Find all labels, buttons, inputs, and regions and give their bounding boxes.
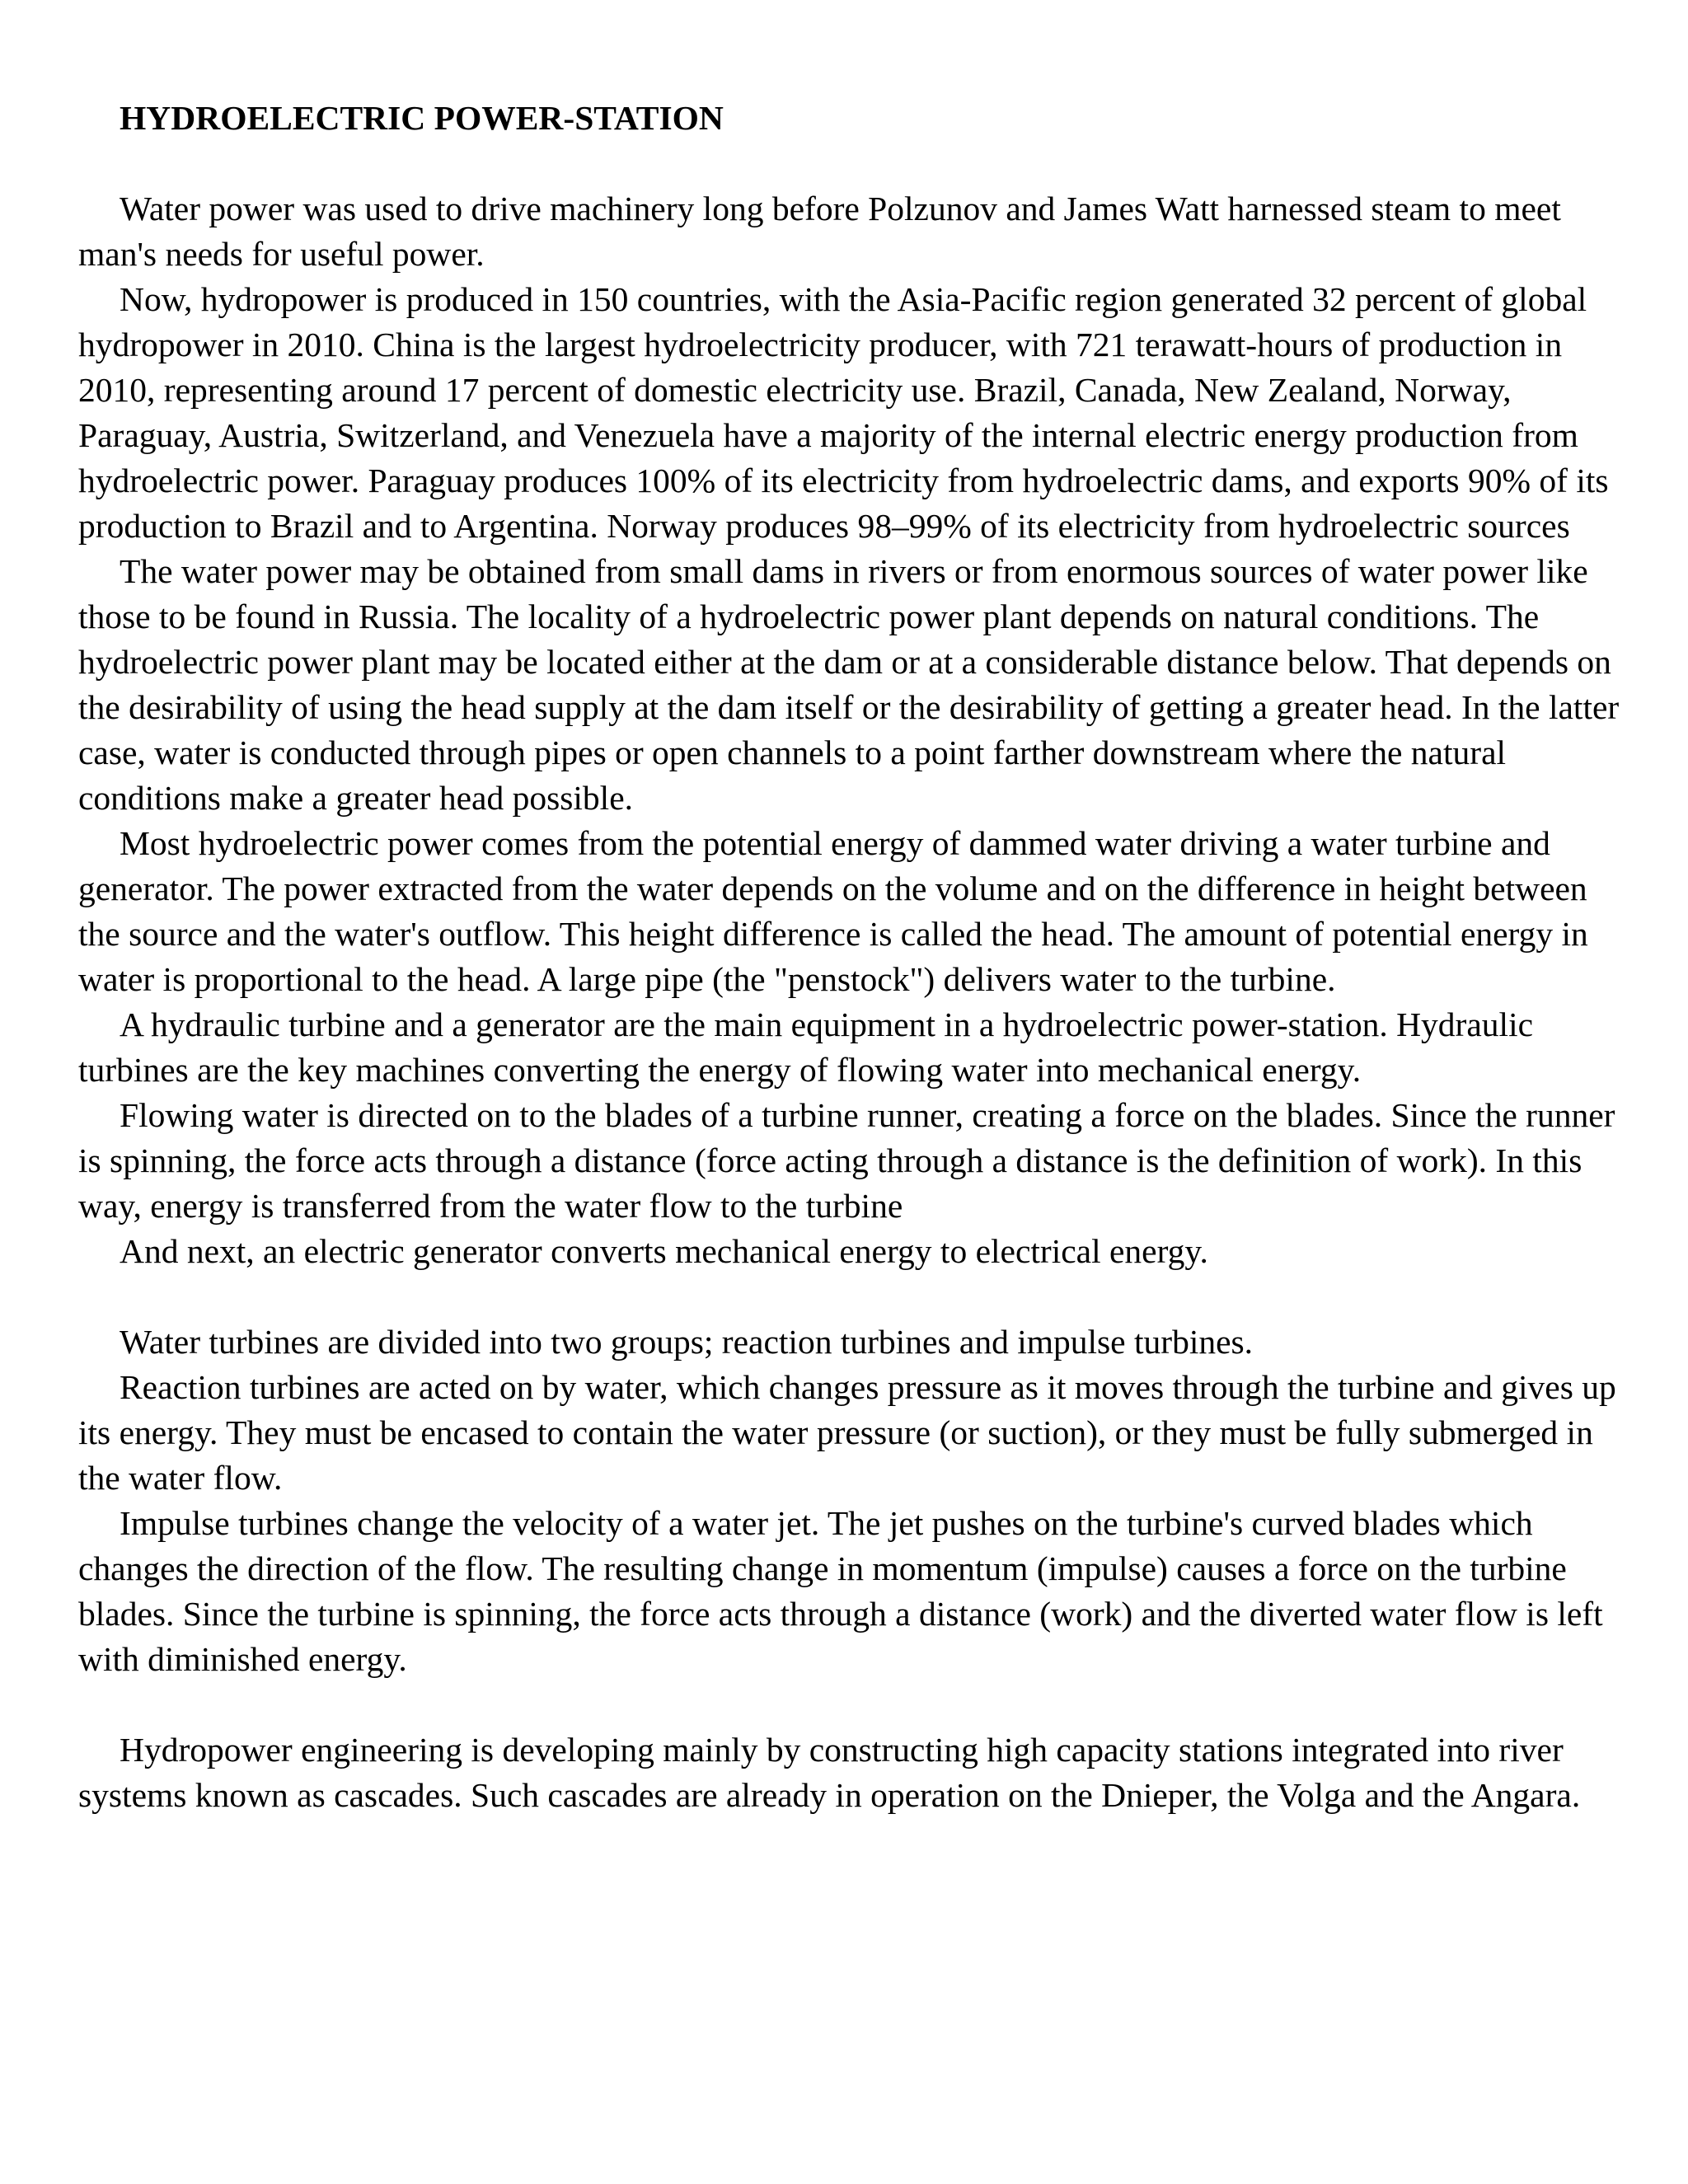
paragraph-turbine-runner: Flowing water is directed on to the blades of a turbine runner, creating a force on the blades. Since the runner is spinning, the force acts through a distance (force acting through a distance is the definition of work). In this way, energy is transferred from the water flow to the turbine	[78, 1096, 1615, 1225]
paragraph-reaction-turbines: Reaction turbines are acted on by water, which changes pressure as it moves through the turbine and gives up its energy. They must be encased to contain the water pressure (or suction), or they must be fully submerged in the water flow.	[78, 1368, 1616, 1497]
paragraph-generator: And next, an electric generator converts mechanical energy to electrical energy.	[120, 1232, 1208, 1270]
document-title: HYDROELECTRIC POWER-STATION	[120, 99, 724, 137]
paragraph-hydropower-production: Now, hydropower is produced in 150 countries, with the Asia-Pacific region generated 32 percent of global hydropower in 2010. China is the largest hydroelectricity producer, with 721 terawatt-hours of production in 2010, representing around 17 percent of domestic electricity use. Brazil, Canada, New Zealand, Norway, Paraguay, Austria, Switzerland, and Venezuela have a majority of the internal electric energy production from hydroelectric power. Paraguay produces 100% of its electricity from hydroelectric dams, and exports 90% of its production to Brazil and to Argentina. Norway produces 98–99% of its electricity from hydroelectric sources	[78, 280, 1609, 545]
paragraph-turbine-groups: Water turbines are divided into two groups; reaction turbines and impulse turbines.	[120, 1323, 1254, 1361]
section-spacer	[78, 1274, 1628, 1319]
title-spacer	[78, 141, 1628, 186]
paragraph-main-equipment: A hydraulic turbine and a generator are the main equipment in a hydroelectric power-station. Hydraulic turbines are the key machines converting the energy of flowing water into mechanical energy.	[78, 1005, 1534, 1089]
paragraph-cascades: Hydropower engineering is developing mainly by constructing high capacity stations integrated into river systems known as cascades. Such cascades are already in operation on the Dnieper, the Volga and the Angara.	[78, 1731, 1581, 1814]
paragraph-plant-locality: The water power may be obtained from small dams in rivers or from enormous sources of water power like those to be found in Russia. The locality of a hydroelectric power plant depends on natural conditions. The hydroelectric power plant may be located either at the dam or at a considerable distance below. That depends on the desirability of using the head supply at the dam itself or the desirability of getting a greater head. In the latter case, water is conducted through pipes or open channels to a point farther downstream where the natural conditions make a greater head possible.	[78, 552, 1620, 817]
paragraph-impulse-turbines: Impulse turbines change the velocity of a water jet. The jet pushes on the turbine's curved blades which changes the direction of the flow. The resulting change in momentum (impulse) causes a force on the turbine blades. Since the turbine is spinning, the force acts through a distance (work) and the diverted water flow is left with diminished energy.	[78, 1504, 1603, 1678]
document-body	[78, 96, 1628, 1818]
section-spacer	[78, 1682, 1628, 1727]
paragraph-potential-energy: Most hydroelectric power comes from the potential energy of dammed water driving a water turbine and generator. The power extracted from the water depends on the volume and on the difference in height between the source and the water's outflow. This height difference is called the head. The amount of potential energy in water is proportional to the head. A large pipe (the "penstock") delivers water to the turbine.	[78, 824, 1588, 998]
paragraph-water-power-history: Water power was used to drive machinery long before Polzunov and James Watt harnessed steam to meet man's needs for useful power.	[78, 190, 1561, 273]
